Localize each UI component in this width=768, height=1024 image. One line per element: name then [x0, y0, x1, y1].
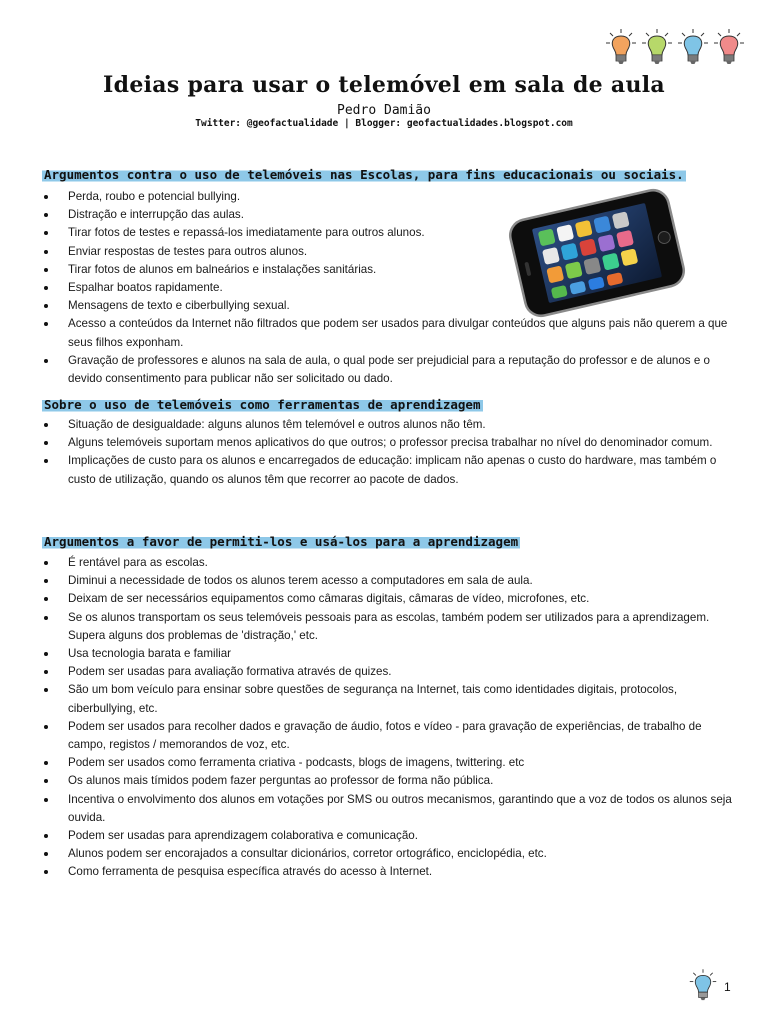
list-item: Usa tecnologia barata e familiar	[42, 645, 742, 663]
list-item: Como ferramenta de pesquisa específica através do acesso à Internet.	[42, 863, 742, 881]
list-item: Alunos podem ser encorajados a consultar dicionários, corretor ortográfico, enciclopédia, etc.	[42, 845, 742, 863]
header-bulbs	[604, 28, 768, 68]
section-heading-learning-tools: Sobre o uso de telemóveis como ferramentas de aprendizagem	[44, 397, 481, 412]
lightbulb-icon	[604, 28, 638, 68]
list-item: Distração e interrupção das aulas.	[42, 206, 512, 224]
list-item: Podem ser usados para recolher dados e gravação de áudio, fotos e vídeo - para gravação de experiências, de trabalho de campo, registos / memorandos de voz, etc.	[42, 718, 742, 754]
list-item: Espalhar boatos rapidamente.	[42, 279, 512, 297]
list-item: Podem ser usados como ferramenta criativa - podcasts, blogs de imagens, twittering. etc	[42, 754, 742, 772]
list-item: Perda, roubo e potencial bullying.	[42, 188, 512, 206]
list-item: Podem ser usadas para aprendizagem colaborativa e comunicação.	[42, 827, 742, 845]
list-item: Mensagens de texto e ciberbullying sexual.	[42, 297, 512, 315]
list-item: Alguns telemóveis suportam menos aplicativos do que outros; o professor precisa trabalhar no nível do denominador comum.	[42, 434, 742, 452]
list-item: Tirar fotos de testes e repassá-los imediatamente para outros alunos.	[42, 224, 512, 242]
list-item: Gravação de professores e alunos na sala de aula, o qual pode ser prejudicial para a reputação do professor e de alunos e o devido consentimento para publicar não ser solicitado ou dado.	[42, 352, 742, 388]
page-title: Ideias para usar o telemóvel em sala de aula	[103, 72, 665, 98]
lightbulb-icon	[712, 28, 746, 68]
lightbulb-icon	[676, 28, 710, 68]
list-item: Deixam de ser necessários equipamentos como câmaras digitais, câmaras de vídeo, microfones, etc.	[42, 590, 742, 608]
list-item: São um bom veículo para ensinar sobre questões de segurança na Internet, tais como identidades digitais, protocolos, ciberbullying, etc.	[42, 681, 742, 717]
lightbulb-icon	[640, 28, 674, 68]
list-item: É rentável para as escolas.	[42, 554, 742, 572]
section-heading-against: Argumentos contra o uso de telemóveis nas Escolas, para fins educacionais ou sociais.	[44, 167, 684, 182]
list-item: Diminui a necessidade de todos os alunos terem acesso a computadores em sala de aula.	[42, 572, 742, 590]
list-item: Implicações de custo para os alunos e encarregados de educação: implicam não apenas o custo do hardware, mas também o custo de utilização, quando os alunos têm que recorrer ao pacote de dados.	[42, 452, 742, 488]
section-heading-in-favor: Argumentos a favor de permiti-los e usá-los para a aprendizagem	[44, 534, 519, 549]
list-item: Podem ser usadas para avaliação formativa através de quizes.	[42, 663, 742, 681]
list-item: Enviar respostas de testes para outros alunos.	[42, 243, 512, 261]
list-item: Acesso a conteúdos da Internet não filtrados que podem ser usados para divulgar conteúdos que alguns pais não querem a que seus filhos exponham.	[42, 315, 742, 351]
list-item: Se os alunos transportam os seus telemóveis pessoais para as escolas, também podem ser utilizados para a aprendizagem. Supera alguns dos problemas de 'distração,' etc.	[42, 609, 742, 645]
list-learning-tools	[42, 416, 742, 489]
lightbulb-icon	[688, 968, 718, 1004]
list-in-favor	[42, 554, 742, 882]
smartphone-image	[506, 186, 688, 320]
list-against-continued	[42, 315, 742, 388]
list-item: Situação de desigualdade: alguns alunos têm telemóvel e outros alunos não têm.	[42, 416, 742, 434]
page-number: 1	[724, 980, 731, 994]
social-links: Twitter: @geofactualidade | Blogger: geofactualidades.blogspot.com	[195, 118, 573, 129]
list-against	[42, 188, 512, 315]
list-item: Incentiva o envolvimento dos alunos em votações por SMS ou outros mecanismos, garantindo que a voz de todos os alunos seja ouvida.	[42, 791, 742, 827]
list-item: Os alunos mais tímidos podem fazer perguntas ao professor de forma não pública.	[42, 772, 742, 790]
author-name: Pedro Damião	[337, 103, 431, 118]
list-item: Tirar fotos de alunos em balneários e instalações sanitárias.	[42, 261, 512, 279]
